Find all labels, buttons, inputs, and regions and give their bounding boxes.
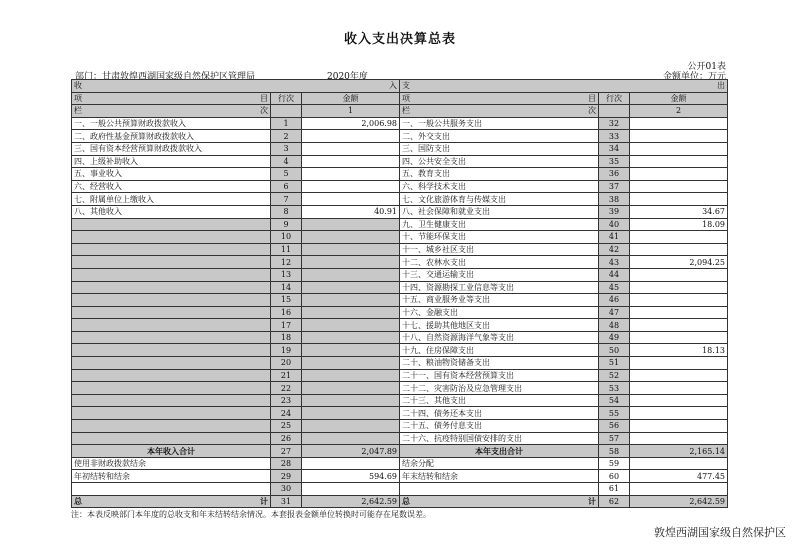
cell-in-amt <box>302 331 400 344</box>
table-row <box>72 319 728 332</box>
cell-in-label: 二、政府性基金预算财政拨款收入 <box>72 130 271 143</box>
cell-in-no: 3 <box>271 142 302 155</box>
table-row <box>72 231 728 244</box>
cell-in-label: 五、事业收入 <box>72 168 271 181</box>
cell-in-amt <box>302 180 400 193</box>
cell-ex-no: 57 <box>599 432 630 445</box>
cell-ex-amt <box>630 369 728 382</box>
cell-in-amt: 2,006.98 <box>302 117 400 130</box>
cell-in-label <box>72 268 271 281</box>
table-row <box>72 155 728 168</box>
cell-ex-no: 35 <box>599 155 630 168</box>
cell-in-no: 13 <box>271 268 302 281</box>
cell-in-no: 9 <box>271 218 302 231</box>
cell-in-amt <box>302 306 400 319</box>
cell-ex-label: 十七、援助其他地区支出 <box>400 319 599 332</box>
cell-ex-no: 43 <box>599 256 630 269</box>
cell-in-amt: 40.91 <box>302 205 400 218</box>
cell-in-amt <box>302 142 400 155</box>
cell-ex-amt <box>630 130 728 143</box>
cell-ex-no: 38 <box>599 193 630 206</box>
cell-ex-amt <box>630 117 728 130</box>
table-row <box>72 205 728 218</box>
cell-in-amt <box>302 168 400 181</box>
cell-in-label <box>72 432 271 445</box>
cell-in-amt <box>302 319 400 332</box>
cell-in-label: 七、附属单位上缴收入 <box>72 193 271 206</box>
cell-ex-label: 十九、住房保障支出 <box>400 344 599 357</box>
cell-ex-no: 41 <box>599 231 630 244</box>
cell-in-label <box>72 357 271 370</box>
cell-ex-no: 49 <box>599 331 630 344</box>
cell-ex-no: 51 <box>599 357 630 370</box>
cell-in-amt <box>302 231 400 244</box>
cell-ex-label: 四、公共安全支出 <box>400 155 599 168</box>
cell-ex-amt <box>630 180 728 193</box>
cell-in-no: 19 <box>271 344 302 357</box>
header-row-column-numbers: 栏 次 1 栏 次 2 <box>72 105 728 118</box>
cell-ex-no: 53 <box>599 382 630 395</box>
cell-ex-label: 十八、自然资源海洋气象等支出 <box>400 331 599 344</box>
cell-in-no: 21 <box>271 369 302 382</box>
cell-ex-no: 56 <box>599 420 630 433</box>
currency-unit: 金额单位：万元 <box>662 72 726 82</box>
cell-ex-label: 十、节能环保支出 <box>400 231 599 244</box>
cell-in-no: 26 <box>271 432 302 445</box>
cell-ex-label: 二十三、其他支出 <box>400 394 599 407</box>
cell-ex-label: 三、国防支出 <box>400 142 599 155</box>
table-row <box>72 357 728 370</box>
cell-in-no: 18 <box>271 331 302 344</box>
cell-ex-no: 46 <box>599 294 630 307</box>
cell-in-amt <box>302 382 400 395</box>
cell-ex-label: 一、一般公共服务支出 <box>400 117 599 130</box>
cell-in-amt <box>302 130 400 143</box>
grand-total-row: 总 计 31 2,642.59 总 计 62 2,642.59 <box>72 495 728 508</box>
cell-ex-label: 十四、资源勘探工业信息等支出 <box>400 281 599 294</box>
cell-ex-label: 二十二、灾害防治及应急管理支出 <box>400 382 599 395</box>
cell-ex-label: 九、卫生健康支出 <box>400 218 599 231</box>
cell-in-amt <box>302 357 400 370</box>
cell-ex-amt <box>630 168 728 181</box>
cell-ex-amt <box>630 294 728 307</box>
table-row <box>72 394 728 407</box>
table-row <box>72 180 728 193</box>
table-row <box>72 369 728 382</box>
cell-in-label <box>72 256 271 269</box>
cell-in-amt <box>302 243 400 256</box>
header-row-section: 收 入 支 出 <box>72 80 728 93</box>
cell-ex-no: 44 <box>599 268 630 281</box>
cell-ex-amt: 18.09 <box>630 218 728 231</box>
cell-ex-label: 七、文化旅游体育与传媒支出 <box>400 193 599 206</box>
cell-ex-label: 二十一、国有资本经营预算支出 <box>400 369 599 382</box>
table-row <box>72 432 728 445</box>
table-row <box>72 344 728 357</box>
cell-in-label: 六、经营收入 <box>72 180 271 193</box>
cell-in-label <box>72 281 271 294</box>
cell-in-label <box>72 218 271 231</box>
cell-in-amt <box>302 420 400 433</box>
cell-in-label <box>72 344 271 357</box>
cell-in-no: 4 <box>271 155 302 168</box>
cell-in-amt <box>302 193 400 206</box>
cell-in-amt <box>302 294 400 307</box>
cell-in-label <box>72 420 271 433</box>
table-row <box>72 130 728 143</box>
total-row-blank: 30 61 <box>72 483 728 496</box>
cell-in-amt <box>302 218 400 231</box>
table-row <box>72 306 728 319</box>
cell-in-no: 12 <box>271 256 302 269</box>
expense-header: 支 <box>402 81 410 91</box>
table-row <box>72 281 728 294</box>
cell-ex-no: 42 <box>599 243 630 256</box>
total-row-nonfiscal: 使用非财政拨款结余 28 结余分配 59 <box>72 457 728 470</box>
cell-ex-label: 十六、金融支出 <box>400 306 599 319</box>
cell-in-no: 25 <box>271 420 302 433</box>
cell-ex-amt <box>630 155 728 168</box>
cell-ex-no: 47 <box>599 306 630 319</box>
table-row <box>72 382 728 395</box>
cell-ex-amt <box>630 281 728 294</box>
cell-ex-no: 55 <box>599 407 630 420</box>
cell-in-label <box>72 294 271 307</box>
cell-in-no: 14 <box>271 281 302 294</box>
table-row <box>72 407 728 420</box>
cell-in-no: 10 <box>271 231 302 244</box>
watermark-text: 敦煌西湖国家级自然保护区 <box>654 526 786 539</box>
cell-in-no: 23 <box>271 394 302 407</box>
cell-ex-no: 45 <box>599 281 630 294</box>
cell-ex-amt <box>630 243 728 256</box>
cell-in-label <box>72 394 271 407</box>
cell-ex-amt <box>630 407 728 420</box>
footnote: 注：本表反映部门本年度的总收支和年末结转结余情况。本套报表金额单位转换时可能存在尾数误差。 <box>71 510 431 519</box>
table-row <box>72 256 728 269</box>
cell-in-amt <box>302 256 400 269</box>
cell-in-label <box>72 407 271 420</box>
table-row <box>72 142 728 155</box>
row-no-header: 行次 <box>271 92 302 105</box>
cell-in-label <box>72 243 271 256</box>
cell-in-no: 7 <box>271 193 302 206</box>
cell-ex-label: 六、科学技术支出 <box>400 180 599 193</box>
table-row <box>72 331 728 344</box>
cell-in-amt <box>302 155 400 168</box>
table-row <box>72 294 728 307</box>
amount-header: 金额 <box>302 92 400 105</box>
cell-in-label: 八、其他收入 <box>72 205 271 218</box>
cell-ex-amt <box>630 142 728 155</box>
cell-in-no: 20 <box>271 357 302 370</box>
cell-in-no: 15 <box>271 294 302 307</box>
cell-ex-amt <box>630 432 728 445</box>
cell-in-amt <box>302 369 400 382</box>
cell-ex-label: 五、教育支出 <box>400 168 599 181</box>
cell-ex-label: 二十、粮油物资储备支出 <box>400 357 599 370</box>
cell-ex-label: 二十六、抗疫特别国债安排的支出 <box>400 432 599 445</box>
cell-ex-label: 八、社会保障和就业支出 <box>400 205 599 218</box>
cell-ex-no: 50 <box>599 344 630 357</box>
cell-in-no: 22 <box>271 382 302 395</box>
cell-in-label <box>72 331 271 344</box>
table-row <box>72 420 728 433</box>
cell-in-label <box>72 231 271 244</box>
cell-in-no: 11 <box>271 243 302 256</box>
table-row <box>72 193 728 206</box>
table-row <box>72 268 728 281</box>
cell-ex-no: 32 <box>599 117 630 130</box>
cell-ex-label: 十五、商业服务业等支出 <box>400 294 599 307</box>
cell-ex-no: 36 <box>599 168 630 181</box>
cell-in-no: 5 <box>271 168 302 181</box>
cell-in-amt <box>302 268 400 281</box>
cell-ex-no: 52 <box>599 369 630 382</box>
budget-summary-table <box>71 79 728 508</box>
cell-in-no: 8 <box>271 205 302 218</box>
cell-ex-no: 39 <box>599 205 630 218</box>
cell-in-no: 24 <box>271 407 302 420</box>
cell-ex-label: 十三、交通运输支出 <box>400 268 599 281</box>
cell-ex-amt <box>630 357 728 370</box>
income-header: 收 <box>74 81 82 91</box>
cell-in-label: 四、上级补助收入 <box>72 155 271 168</box>
department-label: 部门：甘肃敦煌西湖国家级自然保护区管理局 <box>75 72 256 82</box>
cell-in-label <box>72 382 271 395</box>
total-row-year: 本年收入合计 27 2,047.89 本年支出合计 58 2,165.14 <box>72 445 728 458</box>
fiscal-year: 2020年度 <box>327 72 368 82</box>
cell-in-no: 17 <box>271 319 302 332</box>
cell-ex-amt: 2,094.25 <box>630 256 728 269</box>
cell-ex-no: 37 <box>599 180 630 193</box>
cell-in-amt <box>302 344 400 357</box>
cell-ex-amt <box>630 268 728 281</box>
cell-ex-label: 十二、农林水支出 <box>400 256 599 269</box>
cell-ex-label: 二、外交支出 <box>400 130 599 143</box>
cell-in-label <box>72 306 271 319</box>
cell-ex-no: 40 <box>599 218 630 231</box>
table-row <box>72 117 728 130</box>
cell-ex-label: 二十四、债务还本支出 <box>400 407 599 420</box>
cell-ex-amt <box>630 382 728 395</box>
table-row <box>72 218 728 231</box>
cell-ex-amt: 18.13 <box>630 344 728 357</box>
cell-ex-amt <box>630 420 728 433</box>
cell-ex-label: 十一、城乡社区支出 <box>400 243 599 256</box>
table-row <box>72 243 728 256</box>
cell-ex-amt <box>630 306 728 319</box>
page-title: 收入支出决算总表 <box>343 32 456 47</box>
cell-ex-amt: 34.67 <box>630 205 728 218</box>
cell-in-no: 2 <box>271 130 302 143</box>
cell-in-amt <box>302 407 400 420</box>
header-row-columns: 项 目 行次 金额 项 目 行次 金额 <box>72 92 728 105</box>
total-row-carryover: 年初结转和结余 29 594.69 年末结转和结余 60 477.45 <box>72 470 728 483</box>
cell-in-label <box>72 369 271 382</box>
cell-in-no: 16 <box>271 306 302 319</box>
cell-in-amt <box>302 432 400 445</box>
cell-in-label: 三、国有资本经营预算财政拨款收入 <box>72 142 271 155</box>
cell-ex-amt <box>630 319 728 332</box>
table-row <box>72 168 728 181</box>
cell-in-amt <box>302 394 400 407</box>
form-number: 公开01表 <box>687 62 726 72</box>
cell-ex-no: 34 <box>599 142 630 155</box>
cell-ex-no: 48 <box>599 319 630 332</box>
cell-ex-amt <box>630 394 728 407</box>
cell-in-no: 1 <box>271 117 302 130</box>
cell-ex-amt <box>630 331 728 344</box>
cell-in-label <box>72 319 271 332</box>
cell-in-no: 6 <box>271 180 302 193</box>
cell-ex-amt <box>630 193 728 206</box>
cell-in-label: 一、一般公共预算财政拨款收入 <box>72 117 271 130</box>
cell-ex-label: 二十五、债务付息支出 <box>400 420 599 433</box>
cell-ex-no: 33 <box>599 130 630 143</box>
cell-ex-amt <box>630 231 728 244</box>
cell-ex-no: 54 <box>599 394 630 407</box>
cell-in-amt <box>302 281 400 294</box>
